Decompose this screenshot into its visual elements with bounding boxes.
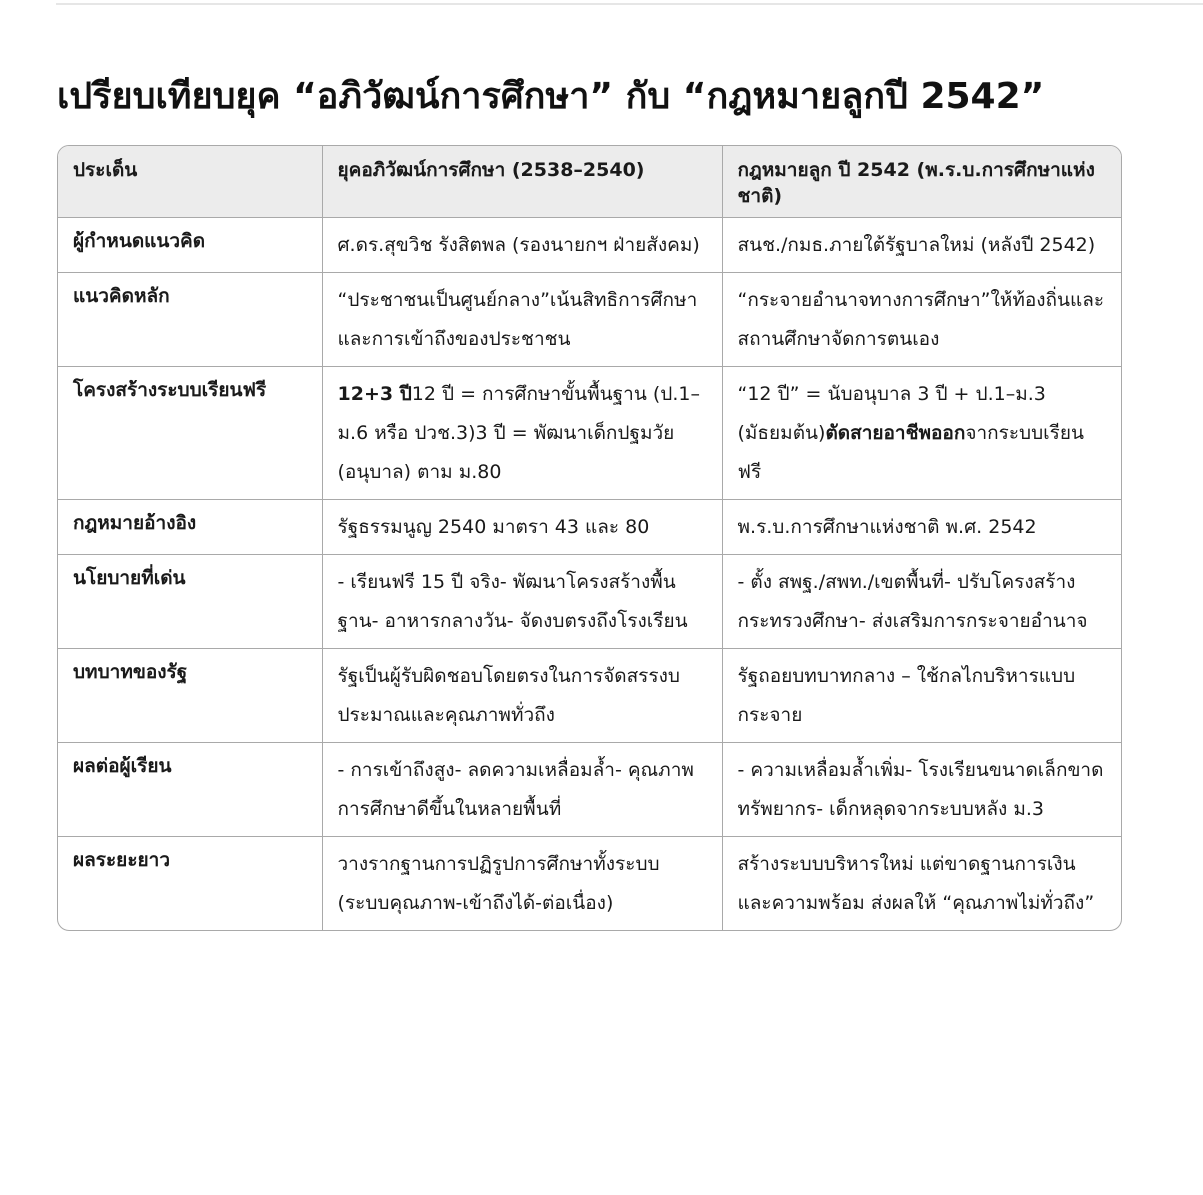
table-row	[58, 500, 1121, 555]
law-2542-text: “12 ปี” = นับอนุบาล 3 ปี + ป.1–ม.3 (มัธยมต้น)	[737, 383, 1046, 444]
reform-era-bold-text: 12+3 ปี	[337, 383, 412, 405]
row-label: กฎหมายอ้างอิง	[58, 500, 322, 555]
table-row	[58, 367, 1121, 500]
law-2542-cell: - ความเหลื่อมล้ำเพิ่ม- โรงเรียนขนาดเล็กขาดทรัพยากร- เด็กหลุดจากระบบหลัง ม.3	[722, 743, 1121, 837]
reform-era-cell: ศ.ดร.สุขวิช รังสิตพล (รองนายกฯ ฝ่ายสังคม)	[322, 218, 722, 273]
reform-era-cell: รัฐธรรมนูญ 2540 มาตรา 43 และ 80	[322, 500, 722, 555]
law-2542-text-end: จากระบบเรียนฟรี	[737, 422, 1085, 483]
column-header-topic: ประเด็น	[58, 146, 322, 218]
row-label: ผู้กำหนดแนวคิด	[58, 218, 322, 273]
column-header-reform-era: ยุคอภิวัฒน์การศึกษา (2538–2540)	[322, 146, 722, 218]
law-2542-bold-text: ตัดสายอาชีพออก	[825, 422, 966, 444]
row-label: ผลระยะยาว	[58, 837, 322, 931]
law-2542-cell: รัฐถอยบทบาทกลาง – ใช้กลไกบริหารแบบกระจาย	[722, 649, 1121, 743]
table-header-row	[58, 146, 1121, 218]
law-2542-cell	[722, 367, 1121, 500]
table-row	[58, 273, 1121, 367]
row-label: แนวคิดหลัก	[58, 273, 322, 367]
law-2542-cell: - ตั้ง สพฐ./สพท./เขตพื้นที่- ปรับโครงสร้างกระทรวงศึกษา- ส่งเสริมการกระจายอำนาจ	[722, 555, 1121, 649]
reform-era-cell: - เรียนฟรี 15 ปี จริง- พัฒนาโครงสร้างพื้นฐาน- อาหารกลางวัน- จัดงบตรงถึงโรงเรียน	[322, 555, 722, 649]
law-2542-cell: สนช./กมธ.ภายใต้รัฐบาลใหม่ (หลังปี 2542)	[722, 218, 1121, 273]
reform-era-cell	[322, 367, 722, 500]
reform-era-cell: “ประชาชนเป็นศูนย์กลาง”เน้นสิทธิการศึกษาและการเข้าถึงของประชาชน	[322, 273, 722, 367]
reform-era-cell: วางรากฐานการปฏิรูปการศึกษาทั้งระบบ (ระบบคุณภาพ-เข้าถึงได้-ต่อเนื่อง)	[322, 837, 722, 931]
page-title: เปรียบเทียบยุค “อภิวัฒน์การศึกษา” กับ “กฎหมายลูกปี 2542”	[57, 76, 1045, 117]
table-row	[58, 837, 1121, 931]
reform-era-cell: รัฐเป็นผู้รับผิดชอบโดยตรงในการจัดสรรงบประมาณและคุณภาพทั่วถึง	[322, 649, 722, 743]
row-label: นโยบายที่เด่น	[58, 555, 322, 649]
comparison-table	[57, 145, 1122, 931]
row-label: ผลต่อผู้เรียน	[58, 743, 322, 837]
law-2542-cell: สร้างระบบบริหารใหม่ แต่ขาดฐานการเงินและความพร้อม ส่งผลให้ “คุณภาพไม่ทั่วถึง”	[737, 853, 1095, 914]
table-row	[58, 218, 1121, 273]
law-2542-cell: “กระจายอำนาจทางการศึกษา”ให้ท้องถิ่นและสถานศึกษาจัดการตนเอง	[722, 273, 1121, 367]
reform-era-cell: - การเข้าถึงสูง- ลดความเหลื่อมล้ำ- คุณภาพการศึกษาดีขึ้นในหลายพื้นที่	[322, 743, 722, 837]
row-label: โครงสร้างระบบเรียนฟรี	[58, 367, 322, 500]
row-label: บทบาทของรัฐ	[58, 649, 322, 743]
top-divider	[56, 3, 1203, 5]
reform-era-text: 12 ปี = การศึกษาขั้นพื้นฐาน (ป.1–ม.6 หรือ ปวช.3)3 ปี = พัฒนาเด็กปฐมวัย (อนุบาล) ตาม ม.80	[337, 383, 700, 483]
table-row	[58, 649, 1121, 743]
law-2542-cell: พ.ร.บ.การศึกษาแห่งชาติ พ.ศ. 2542	[722, 500, 1121, 555]
table-row	[58, 743, 1121, 837]
table-row	[58, 555, 1121, 649]
column-header-law-2542: กฎหมายลูก ปี 2542 (พ.ร.บ.การศึกษาแห่งชาติ)	[722, 146, 1121, 218]
